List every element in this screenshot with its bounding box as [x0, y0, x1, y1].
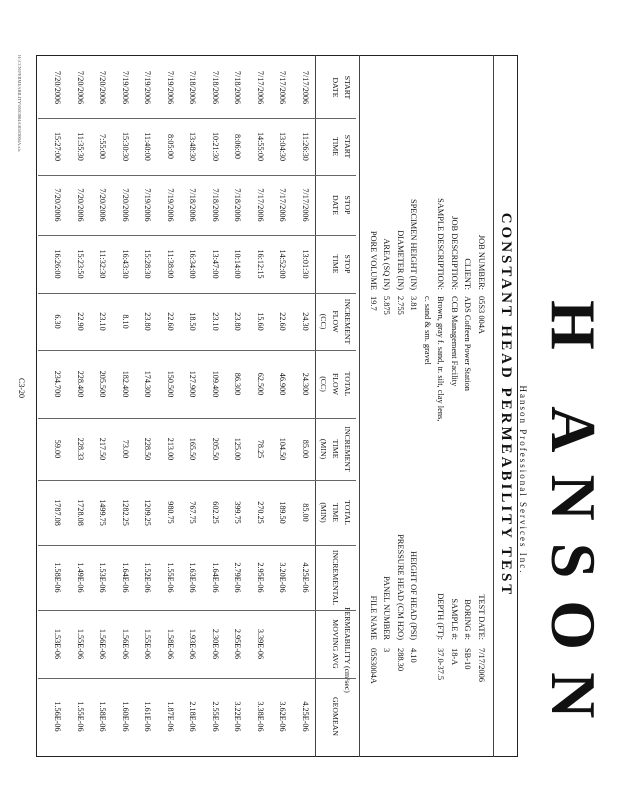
table-cell: 10:21:30: [211, 131, 220, 162]
table-cell: 7/17/2006: [301, 70, 310, 105]
info-right-value: 4.10: [409, 648, 419, 663]
table-cell: 602.25: [211, 501, 220, 524]
info-left-label: JOB DESCRIPTION:: [450, 216, 459, 290]
table-cell: 86.300: [233, 372, 243, 396]
table-cell: 7/17/2006: [278, 70, 288, 105]
table-cell: 11:38:00: [166, 249, 175, 279]
column-divider: [38, 418, 356, 419]
table-cell: 24.300: [301, 372, 310, 396]
table-cell: 7/20/2006: [53, 70, 63, 105]
table-cell: 78.25: [256, 439, 265, 459]
table-cell: 1787.08: [53, 499, 63, 526]
column-header: INCREMENT: [343, 298, 352, 345]
info-right-label: TEST DATE:: [477, 594, 486, 640]
table-cell: 85.00: [301, 439, 310, 459]
table-cell: 189.50: [278, 501, 288, 524]
table-cell: 7/17/2006: [301, 188, 310, 222]
company-tagline: Hanson Professional Services Inc.: [518, 385, 528, 575]
column-header: FLOW: [331, 310, 340, 333]
table-cell: 2.95E-06: [233, 628, 243, 660]
info-left-value: ADS Coffeen Power Station: [463, 296, 473, 391]
table-cell: 8:05:00: [166, 133, 175, 160]
table-cell: 62.500: [256, 372, 265, 396]
column-header: TOTAL: [343, 500, 352, 525]
report-title: CONSTANT HEAD PERMEABILITY TEST: [498, 212, 514, 598]
table-cell: 23.10: [98, 312, 108, 331]
table-cell: 174.300: [143, 370, 153, 398]
table-cell: 127.900: [188, 370, 198, 398]
info-left-label: CLIENT:: [463, 258, 473, 290]
table-cell: 15:23:50: [76, 249, 85, 279]
table-cell: 1.56E-06: [98, 628, 108, 660]
info-left-value: Brown, gray f. sand, tr. silt, clay lens,: [436, 296, 446, 422]
table-cell: 11:26:30: [301, 132, 310, 161]
info-left-value: 19.7: [369, 296, 378, 311]
table-cell: 16:26:00: [53, 249, 63, 279]
column-header: START: [343, 75, 352, 100]
column-header: PERMEABILITY (cm/sec): [343, 607, 352, 693]
table-cell: 1.61E-06: [143, 701, 153, 732]
table-cell: 1.58E-06: [98, 701, 108, 732]
column-header: (MIN): [319, 438, 328, 460]
info-left-label: AREA (SQ IN): [382, 238, 392, 290]
table-cell: 7/20/2006: [76, 188, 85, 222]
info-left-label: DIAMETER (IN): [396, 230, 405, 290]
table-cell: 165.50: [188, 437, 198, 461]
table-cell: 7/18/2006: [211, 188, 220, 222]
table-cell: 1.64E-06: [211, 562, 220, 593]
table-cell: 1.58E-06: [53, 562, 63, 593]
table-cell: 228.400: [76, 370, 85, 398]
table-cell: 11:35:30: [76, 132, 85, 161]
table-cell: 16:12:15: [256, 249, 265, 279]
info-left-value: 3.81: [409, 296, 419, 311]
table-cell: 1.60E-06: [121, 701, 130, 732]
info-left-value: c. sand & sm. gravel: [423, 296, 432, 365]
column-header: (CC): [319, 376, 328, 392]
column-header: TIME: [331, 439, 340, 459]
table-cell: 1.49E-06: [76, 562, 85, 593]
table-cell: 7/17/2006: [256, 70, 265, 105]
info-left-value: 5.875: [382, 296, 392, 315]
table-cell: 15:30:30: [121, 131, 130, 162]
table-cell: 2.18E-06: [188, 701, 198, 732]
info-right-value: 05S3004A: [369, 648, 378, 684]
table-cell: 205.500: [98, 370, 108, 398]
table-cell: 1.55E-06: [76, 628, 85, 660]
divider: [315, 55, 316, 757]
table-cell: 1.55E-06: [166, 562, 175, 593]
table-cell: 7/18/2006: [211, 70, 220, 105]
table-cell: 7/19/2006: [166, 188, 175, 222]
column-header: DATE: [331, 195, 340, 215]
column-header: STOP: [343, 195, 352, 215]
table-cell: 73.00: [121, 439, 130, 459]
table-cell: 7/20/2006: [53, 188, 63, 222]
info-left-label: JOB NUMBER:: [477, 234, 486, 290]
table-cell: 15:28:30: [143, 249, 153, 279]
table-cell: 6.30: [53, 314, 63, 329]
info-right-value: 288.30: [396, 648, 405, 672]
table-cell: 7/18/2006: [188, 70, 198, 105]
table-cell: 15:27:00: [53, 131, 63, 162]
column-divider: [38, 235, 356, 236]
company-logo: H ANSON: [538, 300, 609, 741]
table-cell: 228.33: [76, 437, 85, 461]
table-cell: 980.75: [166, 501, 175, 524]
table-cell: 7:55:00: [98, 133, 108, 160]
table-cell: 13:48:30: [188, 131, 198, 162]
table-cell: 7/19/2006: [166, 70, 175, 105]
table-cell: 7/17/2006: [256, 188, 265, 222]
table-cell: 3.39E-06: [256, 628, 265, 660]
table-cell: 22.90: [76, 312, 85, 331]
table-cell: 205.50: [211, 437, 220, 461]
table-cell: 1.93E-06: [188, 628, 198, 660]
table-cell: 10:14:00: [233, 249, 243, 279]
table-cell: 150.500: [166, 370, 175, 398]
table-cell: 1728.08: [76, 499, 85, 526]
table-cell: 1.63E-06: [188, 562, 198, 593]
table-cell: 2.30E-06: [211, 628, 220, 660]
column-divider: [38, 293, 356, 294]
table-cell: 46.900: [278, 372, 288, 396]
table-cell: 1209.25: [143, 499, 153, 526]
info-right-value: 7/17/2006: [477, 648, 486, 682]
table-cell: 14:55:00: [256, 131, 265, 162]
info-right-value: SB-10: [463, 648, 473, 670]
table-cell: 3.20E-06: [278, 562, 288, 593]
table-cell: 13:01:30: [301, 249, 310, 279]
table-cell: 767.75: [188, 501, 198, 524]
table-cell: 2.55E-06: [211, 701, 220, 732]
table-cell: 109.400: [211, 370, 220, 398]
table-cell: 14:52:00: [278, 249, 288, 279]
column-header: FLOW: [331, 372, 340, 396]
table-cell: 2.95E-06: [256, 562, 265, 593]
table-cell: 24.30: [301, 312, 310, 331]
info-left-label: SPECIMEN HEIGHT (IN): [409, 198, 419, 290]
table-cell: 15.60: [256, 312, 265, 331]
column-header: DATE: [331, 77, 340, 98]
table-cell: 1.58E-06: [166, 628, 175, 660]
column-header: START: [343, 134, 352, 159]
table-cell: 1.56E-06: [53, 701, 63, 732]
table-cell: 1.52E-06: [143, 562, 153, 593]
column-divider: [38, 545, 356, 546]
divider: [359, 55, 360, 757]
table-cell: 23.80: [143, 312, 153, 331]
table-cell: 4.25E-06: [301, 701, 310, 732]
table-cell: 104.50: [278, 437, 288, 461]
table-cell: 4.25E-06: [301, 562, 310, 593]
page-number: C3-20: [17, 378, 26, 398]
table-cell: 1.53E-06: [98, 562, 108, 593]
table-cell: 7/20/2006: [76, 70, 85, 105]
info-right-label: HEIGHT OF HEAD (PSI): [409, 551, 419, 640]
info-left-label: SAMPLE DESCRIPTION:: [436, 198, 446, 290]
info-right-value: 37.0-37.5: [436, 648, 446, 681]
table-cell: 7/19/2006: [143, 70, 153, 105]
table-cell: 228.50: [143, 437, 153, 461]
table-cell: 7/17/2006: [278, 188, 288, 222]
table-cell: 13:04:30: [278, 131, 288, 162]
table-cell: 1.55E-06: [143, 628, 153, 660]
info-right-label: FILE NAME: [369, 595, 378, 640]
table-cell: 23.10: [211, 312, 220, 331]
table-cell: 7/18/2006: [233, 188, 243, 222]
column-divider: [38, 175, 356, 176]
table-cell: 182.400: [121, 370, 130, 398]
table-cell: 3.22E-06: [233, 701, 243, 732]
table-cell: 7/19/2006: [121, 70, 130, 105]
table-cell: 3.38E-06: [256, 701, 265, 732]
table-cell: 7/20/2006: [98, 70, 108, 105]
column-header: STOP: [343, 254, 352, 274]
table-cell: 3.62E-06: [278, 701, 288, 732]
column-header: TIME: [331, 502, 340, 523]
table-cell: 7/18/2006: [233, 70, 243, 105]
info-right-label: SAMPLE #:: [450, 598, 459, 640]
column-divider: [38, 610, 356, 611]
table-cell: 11:40:00: [143, 132, 153, 161]
table-cell: 125.00: [233, 437, 243, 461]
table-cell: 8.10: [121, 314, 130, 329]
table-cell: 213.00: [166, 437, 175, 461]
info-left-value: CCB Management Facility: [450, 296, 459, 387]
table-cell: 1499.75: [98, 499, 108, 526]
column-header: MOVING AVG: [331, 619, 340, 669]
table-cell: 399.75: [233, 501, 243, 524]
table-cell: 7/20/2006: [98, 188, 108, 222]
table-cell: 16:43:30: [121, 249, 130, 279]
column-divider: [38, 480, 356, 481]
table-cell: 18.50: [188, 312, 198, 331]
divider: [493, 55, 494, 757]
table-cell: 1.87E-06: [166, 701, 175, 732]
info-right-label: PANEL NUMBER: [382, 576, 392, 640]
table-cell: 2.79E-06: [233, 562, 243, 593]
table-cell: 7/19/2006: [143, 188, 153, 222]
info-right-label: BORING #:: [463, 599, 473, 640]
table-cell: 13:47:00: [211, 249, 220, 279]
table-cell: 11:32:30: [98, 249, 108, 279]
table-cell: 8:06:00: [233, 133, 243, 160]
column-divider: [38, 678, 356, 679]
column-divider: [38, 118, 356, 119]
column-divider: [38, 350, 356, 351]
table-cell: 1.64E-06: [121, 562, 130, 593]
column-header: INCREMENTAL: [331, 549, 340, 606]
column-header: TIME: [331, 136, 340, 157]
info-right-label: DEPTH (FT):: [436, 593, 446, 640]
table-cell: 7/18/2006: [188, 188, 198, 222]
report-frame: [36, 55, 518, 757]
table-cell: 7/20/2006: [121, 188, 130, 222]
info-right-label: PRESSURE HEAD (CM H2O): [396, 534, 405, 640]
column-header: (CC): [319, 313, 328, 330]
info-left-label: PORE VOLUME: [369, 230, 378, 290]
table-cell: 85.00: [301, 503, 310, 522]
table-cell: 1.53E-06: [53, 628, 63, 660]
file-path: H:\CCN\PERMEABILITY\05S3004A\05S3004A.xls: [17, 55, 22, 152]
info-left-value: 2.755: [396, 296, 405, 315]
table-cell: 1.56E-06: [121, 628, 130, 660]
table-cell: 234.700: [53, 370, 63, 398]
info-right-value: 3: [382, 648, 392, 653]
column-header: TOTAL: [343, 371, 352, 397]
table-cell: 1.55E-06: [76, 701, 85, 732]
table-cell: 1282.25: [121, 499, 130, 526]
column-header: INCREMENT: [343, 426, 352, 472]
column-header: TIME: [331, 254, 340, 274]
column-header: (MIN): [319, 502, 328, 523]
table-cell: 22.60: [278, 312, 288, 331]
table-cell: 59.00: [53, 439, 63, 459]
table-cell: 23.80: [233, 312, 243, 331]
table-cell: 16:34:00: [188, 249, 198, 279]
info-left-value: 05S3 004A: [477, 296, 486, 334]
table-cell: 22.60: [166, 312, 175, 331]
info-right-value: 18-A: [450, 648, 459, 666]
table-cell: 270.25: [256, 501, 265, 524]
column-header: GEOMEAN: [331, 697, 340, 736]
table-cell: 217.50: [98, 437, 108, 461]
